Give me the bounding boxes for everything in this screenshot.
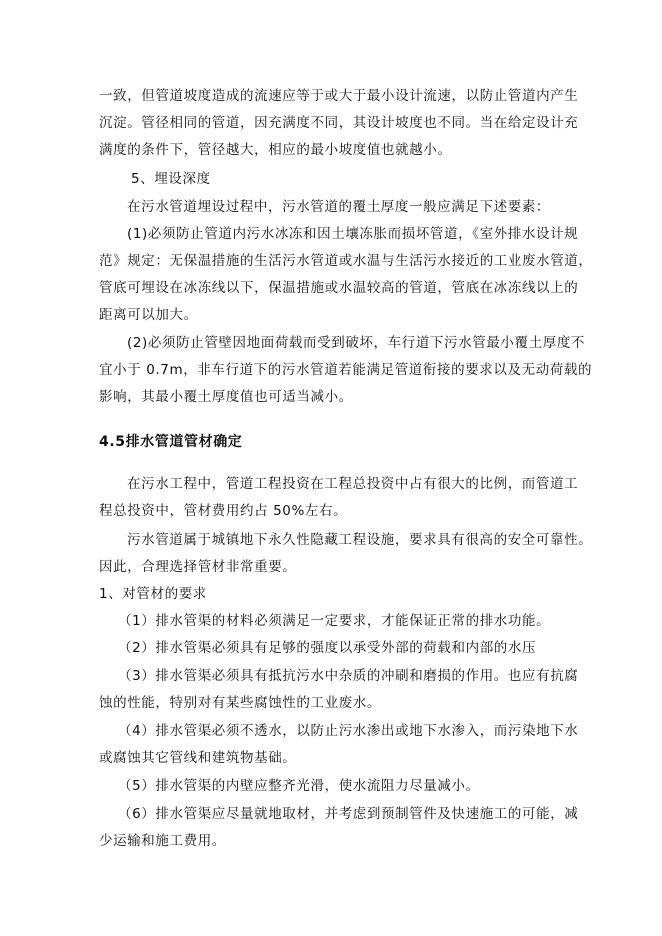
paragraph-line: 在污水工程中，管道工程投资在工程总投资中占有很大的比例，而管道工 [127, 476, 579, 492]
paragraph-line: 一致，但管道坡度造成的流速应等于或大于最小设计流速，以防止管道内产生 [99, 88, 579, 104]
list-item: （1）排水管渠的材料必须满足一定要求，才能保证正常的排水功能。 [118, 613, 551, 629]
paragraph-line: 满度的条件下，管径越大，相应的最小坡度值也就越小。 [99, 142, 452, 158]
paragraph-line: (1)必须防止管道内污水冰冻和因土壤冻胀而损坏管道，《室外排水设计规 [127, 226, 579, 242]
paragraph-line: 沉淀。管径相同的管道，因充满度不同，其设计坡度也不同。当在给定设计充 [99, 115, 579, 131]
list-item: （4）排水管渠必须不透水，以防止污水渗出或地下水渗入，而污染地下水 [118, 723, 579, 739]
paragraph-line: 宜小于 0.7m，非车行道下的污水管道若能满足管道衔接的要求以及无动荷载的 [99, 362, 593, 378]
section-label: 5、埋设深度 [131, 171, 211, 187]
paragraph-line: 在污水管道埋设过程中，污水管道的覆土厚度一般应满足下述要素： [127, 199, 550, 215]
paragraph-line: 程总投资中，管材费用约占 50%左右。 [99, 503, 348, 519]
section-label: 1、对管材的要求 [99, 586, 207, 602]
paragraph-line: 范》规定：无保温措施的生活污水管道或水温与生活污水接近的工业废水管道， [99, 253, 593, 269]
list-item: （2）排水管渠必须具有足够的强度以承受外部的荷载和内部的水压 [118, 640, 537, 656]
list-item-continuation: 蚀的性能，特别对有某些腐蚀性的工业废水。 [99, 695, 381, 711]
list-item: （3）排水管渠必须具有抵抗污水中杂质的冲刷和磨损的作用。也应有抗腐 [118, 668, 579, 684]
paragraph-line: 管底可埋设在冰冻线以下，保温措施或水温较高的管道，管底在冰冻线以上的 [99, 280, 579, 296]
section-heading: 4.5排水管道管材确定 [99, 434, 243, 450]
list-item-continuation: 或腐蚀其它管线和建筑物基础。 [99, 750, 297, 766]
list-item: （6）排水管渠应尽量就地取材，并考虑到预制管件及快速施工的可能，减 [118, 806, 579, 822]
paragraph-line: 影响，其最小覆土厚度值也可适当减小。 [99, 389, 353, 405]
paragraph-line: 因此，合理选择管材非常重要。 [99, 559, 297, 575]
paragraph-line: 污水管道属于城镇地下永久性隐藏工程设施，要求具有很高的安全可靠性。 [127, 532, 593, 548]
list-item-continuation: 少运输和施工费用。 [99, 833, 226, 849]
paragraph-line: 距离可以加大。 [99, 307, 198, 323]
list-item: （5）排水管渠的内壁应整齐光滑，使水流阻力尽量减小。 [118, 778, 480, 794]
paragraph-line: (2)必须防止管壁因地面荷载而受到破坏，车行道下污水管最小覆土厚度不 [127, 335, 586, 351]
